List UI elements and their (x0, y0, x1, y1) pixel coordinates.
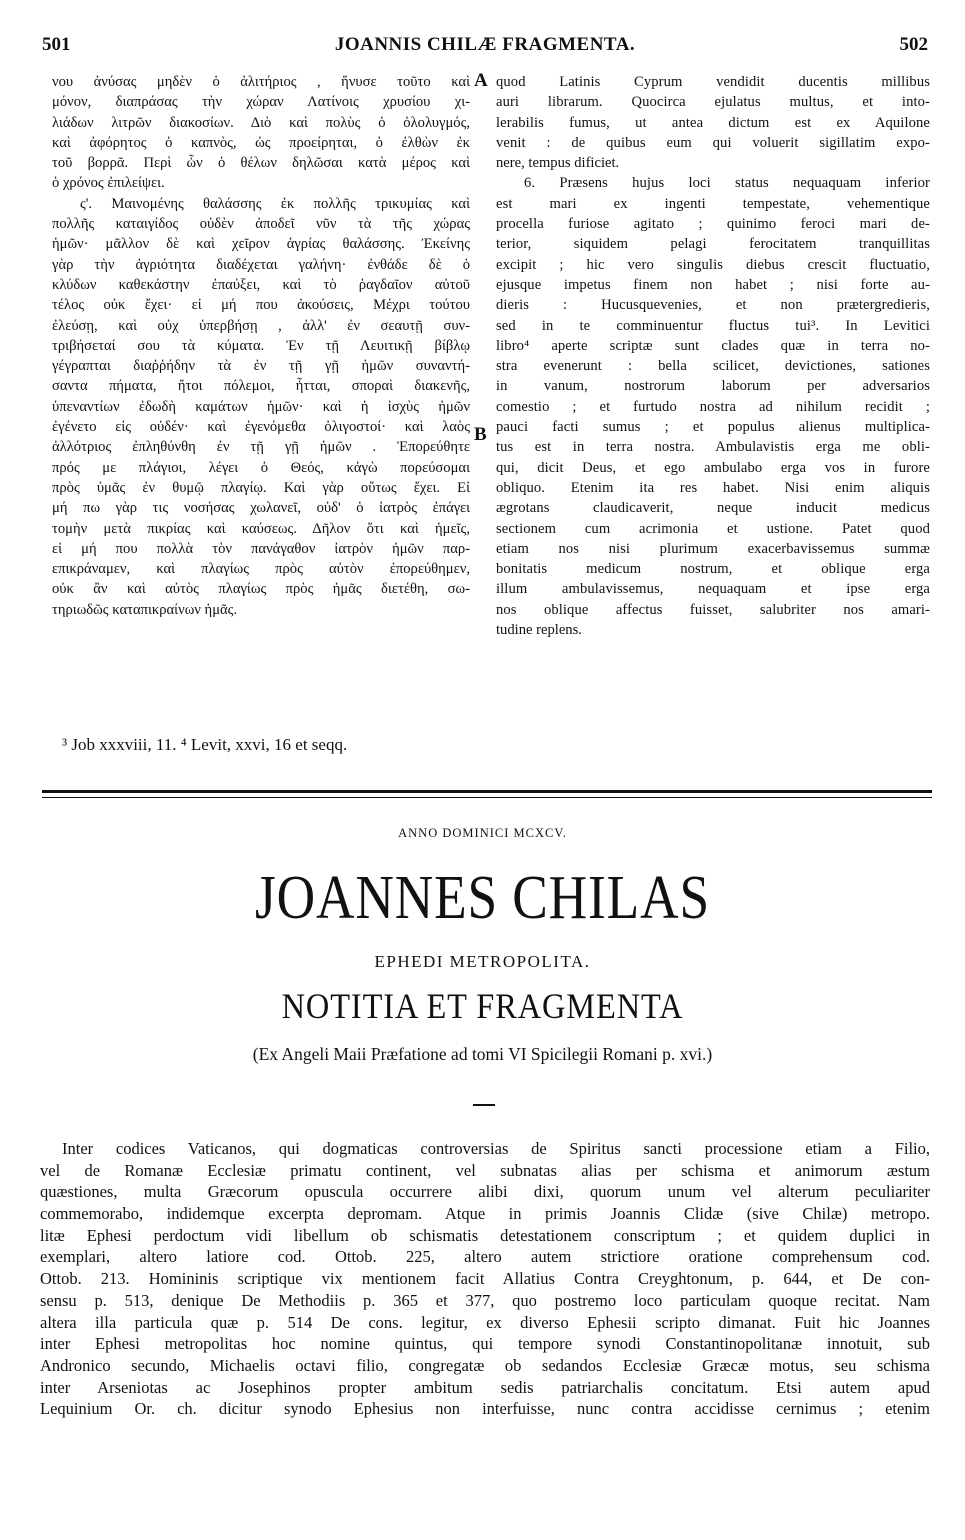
greek-column (52, 72, 470, 620)
greek-line: πολλῆς καταιγίδος οὐδὲν ἀποδεῖ νῦν τὰ τῆς χώρας (52, 216, 470, 233)
source-note: (Ex Angeli Maii Præfatione ad tomi VI Spicilegii Romani p. xvi.) (252, 1044, 713, 1064)
latin-line: etiam nos nisi plurimum exacerbavissemus summæ (496, 540, 930, 557)
latin-line: in vanum, nostrorum laborum per adversarios (496, 378, 930, 395)
latin-column (496, 72, 930, 640)
subtitle: EPHEDI METROPOLITA. (374, 952, 591, 971)
latin-line: illum ambulavissemus, nequaquam et ipse erga (496, 581, 930, 598)
greek-line: πρὸς ὑμᾶς ἐν θυμῷ πλαγίῳ. Καὶ γὰρ οὕτως ἔχει. Εἰ (52, 479, 470, 496)
latin-line: nos oblique affectus fuisset, salubriter nos amari- (496, 601, 930, 618)
greek-line: μόνον, διαπράσας τὴν χώραν Λατίνοις χρυσίου χι- (52, 94, 470, 111)
running-title: JOANNIS CHILÆ FRAGMENTA. (334, 34, 636, 55)
short-divider (473, 1104, 495, 1106)
latin-line: qui, dicit Deus, et ego ambulabo erga vos in furore (496, 459, 930, 476)
latin-line: sed in te comminuentur fluctus tui³. In Levitici (496, 317, 930, 334)
latin-line: tudine replens. (496, 622, 582, 639)
latin-line: tus est in terra nostra. Ambulavistis erga me obli- (496, 439, 930, 456)
greek-line: γέγραπται διαῤῥήδην τὰ ἐν τῇ γῇ ἡμῶν συναντή- (52, 358, 470, 375)
latin-line: procella furiose agitato ; quinimo feroci mari de- (496, 216, 930, 233)
anno-heading: ANNO DOMINICI MCXCV. (398, 826, 567, 840)
latin-line: ægrotans claudicaverit, neque inducit medicus (496, 500, 930, 517)
divider-rule-thin (42, 797, 932, 798)
body-line: litæ Ephesi perdoctum vidi libellum ob schismatis detestationem conscriptum ; et quidem duplici in (40, 1225, 930, 1245)
body-line: commemorabo, indidemque excerpta depromam. Atque in primis Joannis Clidæ (sive Chilæ) metropo. (40, 1204, 930, 1224)
latin-line: ejusque impetus finem non habet ; nisi forte au- (496, 276, 930, 293)
latin-line: venit : de quibus eum qui voluerit sigillatim expo- (496, 134, 930, 151)
latin-line: bonitatis medicum nostrum, et oblique erga (496, 561, 930, 578)
greek-line: ς'. Μαινομένης θαλάσσης ἐκ πολλῆς τρικυμίας καὶ (80, 195, 470, 212)
main-title: JOANNES CHILAS (255, 864, 710, 932)
greek-line: οὐκ ἂν καὶ αὐτὸς πλαγίως πρὸς ἡμᾶς διετέθη, σω- (52, 581, 470, 598)
page-number-left: 501 (42, 34, 71, 55)
greek-line: μή πω γὰρ τις νοσήσας χωλανεῖ, οὐδ' ὁ ἰατρὸς ἐπάγει (52, 500, 470, 517)
latin-line: obliquo. Etenim ita res habet. Nisi enim aliquis (496, 479, 930, 496)
latin-line: nere, tempus dificiet. (496, 155, 620, 172)
greek-line: ἐλεύσῃ, καὶ οὐχ ὑπερβήσῃ , ἀλλ' ἐν σεαυτῇ συν- (52, 317, 470, 334)
greek-line: τέλος οὐκ ἔχει· εἰ μή που ἀκούσεις, Μέχρι τούτου (52, 297, 470, 314)
latin-line: est mari ex ingenti tempestate, vehementique (496, 195, 930, 212)
greek-line: σαντα πήματα, ἤτοι πόλεμοι, ἧτται, σποραὶ διακενῆς, (52, 378, 470, 395)
body-line: Inter codices Vaticanos, qui dogmaticas controversias de Spiritus sancti processione etiam a Filio, (62, 1139, 930, 1158)
greek-line: κλύδων καθεκάστην ἐπαύξει, καὶ τὸ ῥαγδαῖον αὐτοῦ (52, 276, 470, 293)
margin-letter-b: B (474, 424, 487, 445)
greek-line: ἀλλότριος ἐπληθύνθη ἐν τῇ γῇ ἡμῶν . Ἐπορεύθητε (52, 439, 470, 456)
footnote: ³ Job xxxviii, 11. ⁴ Levit, xxvi, 16 et seqq. (62, 735, 348, 754)
page-number-right: 502 (899, 34, 928, 55)
body-line: Andronico secundo, Michaelis octavi filio, congregatæ ob sedandos Ecclesiæ Græcæ motus, seu schisma (40, 1355, 930, 1375)
body-line: vel de Romanæ Ecclesiæ primatu continent, vel subnatas alias per schisma et animorum æstum (40, 1160, 930, 1180)
greek-line: ἡμῶν· μᾶλλον δὲ καὶ χεῖρον ἀγρίας θαλάσσης. Ἐκείνης (52, 236, 470, 253)
body-line: inter Ephesi metropolitas hoc nomine quintus, qui tempore synodi Constantinopolitanæ innotuit, sub (40, 1334, 930, 1354)
body-line: sensu p. 513, denique De Methodiis p. 365 et 377, quo postremo loco particulam quoque recitat. Nam (40, 1290, 930, 1310)
greek-line: καὶ ἀφόρητος ὁ καπνὸς, ὡς προείρηται, ὁ ἐλθὼν ἐκ (52, 134, 470, 151)
greek-line: λιάδων λιτρῶν διακοσίων. Διὸ καὶ πολὺς ὁ ὀλολυγμός, (52, 114, 470, 131)
greek-line: τοῦ βορρᾶ. Περὶ ὧν ὁ θέλων δηλῶσαι κατὰ μέρος καὶ (52, 155, 470, 172)
latin-line: stra evenerunt : bella scilicet, devictiones, sationes (496, 358, 930, 375)
latin-line: pauci facti sumus ; et populus alienus multiplica- (496, 419, 930, 436)
greek-line: τηριωδῶς καταπικραίνων ἡμᾶς. (52, 601, 238, 618)
latin-line: terior, siquidem pelagi ferocitatem tranquillitas (496, 236, 930, 253)
latin-line: quod Latinis Cyprum vendidit ducentis millibus (496, 74, 930, 90)
latin-line: comestio ; et furtudo nostra ad nihilum recidit ; (496, 398, 930, 415)
latin-line: dieris : Hucusquevenies, et non prætergredieris, (496, 297, 930, 314)
greek-line: εἰ μή που πολλὰ τὸν πανάγαθον ἰατρὸν ἡμῶν παρ- (52, 540, 470, 557)
body-text (40, 1138, 930, 1420)
section-title: NOTITIA ET FRAGMENTA (281, 986, 684, 1026)
latin-line: lerabilis fumus, ut antea dictum est ex Aquilone (496, 114, 930, 131)
body-line: quæstiones, multa Græcorum opuscula occurrere alibi dixi, quorum unum vel alterum peculiariter (40, 1182, 930, 1202)
greek-line: νου ἀνύσας μηδὲν ὁ ἀλιτήριος , ἥνυσε τοῦτο καὶ (52, 74, 470, 90)
greek-line: ἐγένετο εἰς οὐδέν· καὶ ἐγενόμεθα ὀλιγοστοί· καὶ λαὸς (52, 419, 470, 436)
margin-letter-a: A (474, 70, 488, 91)
greek-line: πρός με πλάγιοι, λέγει ὁ Θεός, κἀγὼ πορεύσομαι (52, 459, 470, 476)
body-line: altera illa particula quæ p. 514 De cons. legitur, ex diverso Ephesii scripto dimanat. Fuit hic Joannes (40, 1312, 930, 1332)
body-line: Lequinium Or. ch. dicitur synodo Ephesius non interfuisse, nunc contra accidisse cernimus ; etenim (40, 1399, 930, 1419)
latin-line: excipit ; hic vero singulis diebus crescit fluctuatio, (496, 256, 930, 273)
latin-line: 6. Præsens hujus loci status nequaquam inferior (524, 175, 930, 192)
greek-line: ὁ χρόνος ἐπιλείψει. (52, 175, 165, 192)
running-head (42, 34, 928, 58)
body-line: inter Arseniotas ac Josephinos propter ambitum sedis patriarchalis concitatum. Etsi autem apud (40, 1377, 930, 1397)
divider-rule-thick (42, 790, 932, 793)
greek-line: επικράναμεν, καὶ πλαγίως πρὸς αὐτὸν ἐπορεύθημεν, (52, 561, 470, 578)
body-line: Ottob. 213. Homininis scriptique vix mentionem facit Allatius Contra Creyghtonum, p. 644, et De con- (40, 1269, 930, 1289)
latin-line: auri librarum. Quocirca ejulatus multus, et into- (496, 94, 930, 111)
latin-line: libro⁴ aperte scriptæ sunt clades quæ in terra no- (496, 337, 930, 354)
greek-line: ὑπεναντίων ἐδωδὴ καμάτων ἡμῶν· καὶ ἡ ἰσχὺς ἡμῶν (52, 398, 470, 415)
greek-line: τριβήσεταί σου τὰ κύματα. Ἐν τῇ Λευιτικῇ βίβλῳ (52, 337, 470, 354)
greek-line: τομὴν μετὰ πικρίας καὶ καύσεως. Δῆλον ὅτι καὶ ἡμεῖς, (52, 520, 470, 537)
greek-line: γὰρ τὴν ἀγριότητα διαδέχεται γαλήνη· ἐνθάδε δὲ ὁ (52, 256, 470, 273)
body-line: exemplari, altero latiore cod. Ottob. 225, altero autem strictiore oratione comprehensum cod. (40, 1247, 930, 1267)
latin-line: sectionem cum acrimonia et ustione. Patet quod (496, 520, 930, 537)
